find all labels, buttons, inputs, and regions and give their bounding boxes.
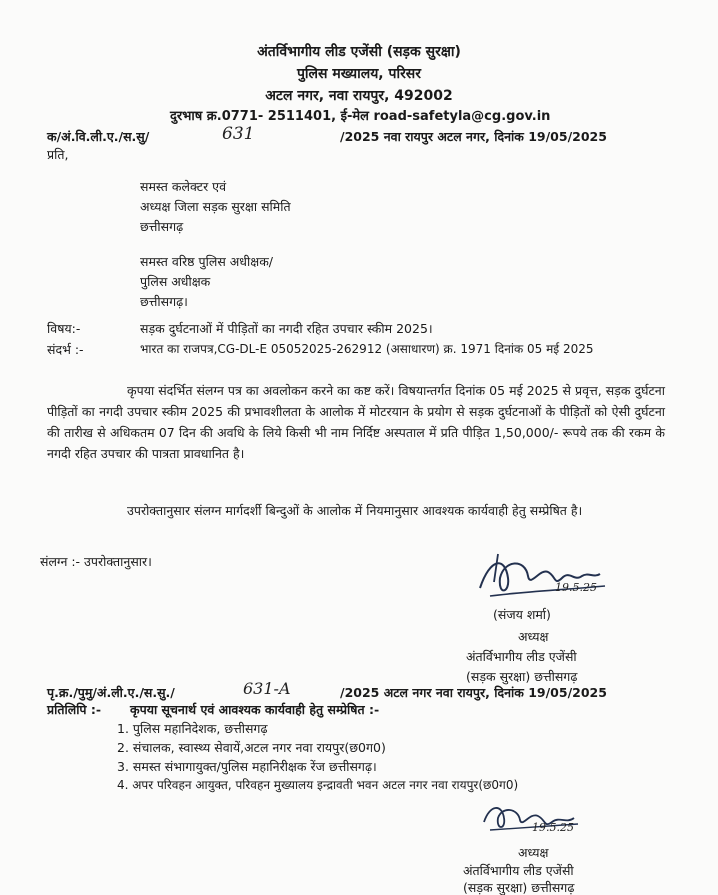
subject-label: विषय:- <box>47 321 81 336</box>
signatory-2-title: अध्यक्ष <box>518 845 549 860</box>
recipient-1-line-1: समस्त कलेक्टर एवं <box>140 179 227 194</box>
copy-list-item-2: 2. संचालक, स्वास्थ्य सेवायें,अटल नगर नवा रायपुर(छ0ग0) <box>117 740 386 755</box>
endorsement-date-line: /2025 अटल नगर नवा रायपुर, दिनांक 19/05/2025 <box>340 685 607 700</box>
signatory-1-org: अंतर्विभागीय लीड एजेंसी <box>466 649 577 664</box>
signatory-2-org: अंतर्विभागीय लीड एजेंसी <box>463 863 574 878</box>
reference-prefix: क/अं.वि.ली.ए./स.सु/ <box>47 129 150 144</box>
copy-list-item-3: 3. समस्त संभागायुक्त/पुलिस महानिरीक्षक रेंज छत्तीसगढ़। <box>117 759 377 774</box>
enclosure-note: संलग्न :- उपरोक्तानुसार। <box>40 554 152 569</box>
letterhead-line-2: पुलिस मख्यालय, परिसर <box>296 66 421 82</box>
signature-1-date-note: 19.5.25 <box>555 581 597 594</box>
reference-handwritten-number: 631 <box>222 124 255 144</box>
signatory-1-org-2: (सड़क सुरक्षा) छत्तीसगढ़ <box>466 669 578 684</box>
body-paragraph-1: कृपया संदर्भित संलग्न पत्र का अवलोकन करने का कष्ट करें। विषयान्तर्गत दिनांक 05 मई 2025 से प्रवृत्त, सड़क दुर्घटना पीड़ितों का नगदी उपचार स्कीम 2025 की प्रभावशीलता के आलोक में मोटरयान के प्रयोग से सड़क दुर्घटनाओं के पीड़ितों को ऐसी दुर्घटना की तारीख से अधिकतम 07 दिन की अवधि के लिये किसी भी नाम निर्दिष्ट अस्पताल में प्रति पीड़ित 1,50,000/- रूपये तक की रकम के नगदी रहित उपचार की पात्रता प्रावधानित है। <box>47 383 665 461</box>
signatory-1-title: अध्यक्ष <box>518 629 549 644</box>
endorsement-prefix: पृ.क्र./पुमु/अं.ली.ए./स.सु./ <box>47 685 175 700</box>
letterhead-line-1: अंतर्विभागीय लीड एजेंसी (सड़क सुरक्षा) <box>257 44 461 60</box>
recipient-2-line-1: समस्त वरिष्ठ पुलिस अधीक्षक/ <box>140 254 274 269</box>
endorsement-handwritten-number: 631-A <box>243 679 291 698</box>
reference-text: भारत का राजपत्र,CG-DL-E 05052025-262912 (असाधारण) क्र. 1971 दिनांक 05 मई 2025 <box>140 342 594 356</box>
recipient-1-line-2: अध्यक्ष जिला सड़क सुरक्षा समिति <box>140 199 291 214</box>
signatory-2-org-2: (सड़क सुरक्षा) छत्तीसगढ़ <box>463 880 575 895</box>
prati-label: प्रति, <box>47 147 69 162</box>
copy-text: कृपया सूचनार्थ एवं आवश्यक कार्यवाही हेतु सम्प्रेषित :- <box>130 702 380 717</box>
letterhead-line-3: अटल नगर, नवा रायपुर, 492002 <box>265 88 453 104</box>
signature-2-date-note: 19.5.25 <box>532 821 574 834</box>
letterhead-contact: दुरभाष क्र.0771- 2511401, ई-मेल road-safetyla@cg.gov.in <box>170 109 551 124</box>
copy-list-item-1: 1. पुलिस महानिदेशक, छत्तीसगढ़ <box>117 721 268 736</box>
reference-label: संदर्भ :- <box>47 342 84 357</box>
recipient-2-line-3: छत्तीसगढ़। <box>140 294 188 309</box>
recipient-1-line-3: छत्तीसगढ़ <box>140 219 184 234</box>
recipient-2-line-2: पुलिस अधीक्षक <box>140 274 211 289</box>
body-paragraph-2: उपरोक्तानुसार संलग्न मार्गदर्शी बिन्दुओं के आलोक में नियमानुसार आवश्यक कार्यवाही हेतु सम्प्रेषित है। <box>127 503 583 518</box>
reference-date-line: /2025 नवा रायपुर अटल नगर, दिनांक 19/05/2025 <box>340 129 607 144</box>
signatory-1-name: (संजय शर्मा) <box>493 607 551 622</box>
copy-list-item-4: 4. अपर परिवहन आयुक्त, परिवहन मुख्यालय इन्द्रावती भवन अटल नगर नवा रायपुर(छ0ग0) <box>117 778 519 792</box>
signature-1-image <box>470 548 640 610</box>
subject-text: सड़क दुर्घटनाओं में पीड़ितों का नगदी रहित उपचार स्कीम 2025। <box>140 321 433 336</box>
copy-label: प्रतिलिपि :- <box>47 702 102 717</box>
